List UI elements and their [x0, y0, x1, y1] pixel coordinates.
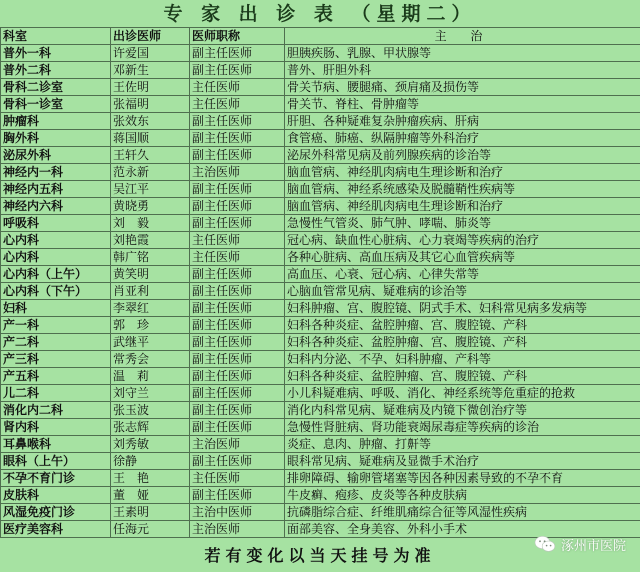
title-cell: 主任医师 [190, 96, 285, 113]
dept-cell: 产一科 [1, 317, 111, 334]
dept-cell: 泌尿外科 [1, 147, 111, 164]
dept-cell: 神经内六科 [1, 198, 111, 215]
specialty-cell: 消化内科常见病、疑难病及内镜下微创治疗等 [285, 402, 640, 419]
table-row [1, 487, 640, 504]
title-cell: 主任医师 [190, 249, 285, 266]
doctor-cell: 肖亚利 [111, 283, 190, 300]
dept-cell: 眼科（上午） [1, 453, 111, 470]
doctor-cell: 范永新 [111, 164, 190, 181]
watermark [534, 532, 626, 556]
page-title: 专 家 出 诊 表 （星期二） [163, 3, 477, 25]
table-row [1, 113, 640, 130]
table-row [1, 147, 640, 164]
title-cell: 主治医师 [190, 164, 285, 181]
doctor-cell: 常秀会 [111, 351, 190, 368]
schedule-table [0, 27, 640, 538]
table-row [1, 62, 640, 79]
title-cell: 副主任医师 [190, 266, 285, 283]
specialty-cell: 食管癌、肺癌、纵隔肿瘤等外科治疗 [285, 130, 640, 147]
title-cell: 副主任医师 [190, 402, 285, 419]
doctor-cell: 张福明 [111, 96, 190, 113]
doctor-cell: 吴江平 [111, 181, 190, 198]
dept-cell: 心内科 [1, 232, 111, 249]
doctor-cell: 王素明 [111, 504, 190, 521]
table-row [1, 249, 640, 266]
table-row [1, 181, 640, 198]
doctor-cell: 任海元 [111, 521, 190, 538]
doctor-cell: 王 艳 [111, 470, 190, 487]
title-cell: 主任医师 [190, 232, 285, 249]
specialty-cell: 急慢性肾脏病、肾功能衰竭尿毒症等疾病的诊治 [285, 419, 640, 436]
specialty-cell: 高血压、心衰、冠心病、心律失常等 [285, 266, 640, 283]
table-row [1, 45, 640, 62]
doctor-cell: 黄笑明 [111, 266, 190, 283]
dept-cell: 耳鼻喉科 [1, 436, 111, 453]
table-row [1, 300, 640, 317]
dept-cell: 妇科 [1, 300, 111, 317]
table-row [1, 470, 640, 487]
specialty-cell: 妇科各种炎症、盆腔肿瘤、宫、腹腔镜、产科 [285, 317, 640, 334]
dept-cell: 呼吸科 [1, 215, 111, 232]
dept-cell: 医疗美容科 [1, 521, 111, 538]
table-row [1, 334, 640, 351]
dept-cell: 肿瘤科 [1, 113, 111, 130]
specialty-cell: 妇科肿瘤、宫、腹腔镜、阴式手术、妇科常见病多发病等 [285, 300, 640, 317]
specialty-cell: 小儿科疑难病、呼吸、消化、神经系统等危重症的抢救 [285, 385, 640, 402]
table-row [1, 402, 640, 419]
title-cell: 副主任医师 [190, 368, 285, 385]
specialty-cell: 肝胆、各种疑难复杂肿瘤疾病、肝病 [285, 113, 640, 130]
table-row [1, 504, 640, 521]
table-header-row [1, 28, 640, 45]
specialty-cell: 心脑血管常见病、疑难病的诊治等 [285, 283, 640, 300]
table-row [1, 283, 640, 300]
title-cell: 副主任医师 [190, 45, 285, 62]
specialty-cell: 骨关节、脊柱、骨肿瘤等 [285, 96, 640, 113]
header-doctor: 出诊医师 [111, 28, 190, 45]
specialty-cell: 脑血管病、神经系统感染及脱髓鞘性疾病等 [285, 181, 640, 198]
dept-cell: 心内科（上午） [1, 266, 111, 283]
dept-cell: 普外一科 [1, 45, 111, 62]
title-cell: 主治医师 [190, 521, 285, 538]
dept-cell: 神经内一科 [1, 164, 111, 181]
specialty-cell: 普外、肝胆外科 [285, 62, 640, 79]
dept-cell: 胸外科 [1, 130, 111, 147]
title-cell: 副主任医师 [190, 419, 285, 436]
dept-cell: 骨科二诊室 [1, 79, 111, 96]
doctor-cell: 王佐明 [111, 79, 190, 96]
title-cell: 主治中医师 [190, 504, 285, 521]
specialty-cell: 眼科常见病、疑难病及显微手术治疗 [285, 453, 640, 470]
specialty-cell: 妇科内分泌、不孕、妇科肿瘤、产科等 [285, 351, 640, 368]
table-row [1, 130, 640, 147]
table-row [1, 96, 640, 113]
dept-cell: 心内科（下午） [1, 283, 111, 300]
dept-cell: 消化内二科 [1, 402, 111, 419]
specialty-cell: 胆胰疾肠、乳腺、甲状腺等 [285, 45, 640, 62]
header-dept: 科室 [1, 28, 111, 45]
doctor-cell: 张志辉 [111, 419, 190, 436]
doctor-cell: 郭 珍 [111, 317, 190, 334]
title-cell: 副主任医师 [190, 181, 285, 198]
table-row [1, 317, 640, 334]
doctor-cell: 董 娅 [111, 487, 190, 504]
doctor-cell: 刘守兰 [111, 385, 190, 402]
title-cell: 主任医师 [190, 470, 285, 487]
doctor-cell: 蒋国顺 [111, 130, 190, 147]
table-row [1, 266, 640, 283]
dept-cell: 神经内五科 [1, 181, 111, 198]
table-row [1, 215, 640, 232]
title-cell: 副主任医师 [190, 317, 285, 334]
table-row [1, 232, 640, 249]
table-row [1, 453, 640, 470]
doctor-cell: 韩广铭 [111, 249, 190, 266]
table-row [1, 79, 640, 96]
doctor-cell: 王轩久 [111, 147, 190, 164]
doctor-cell: 徐静 [111, 453, 190, 470]
doctor-cell: 黄晓勇 [111, 198, 190, 215]
specialty-cell: 泌尿外科常见病及前列腺疾病的诊治等 [285, 147, 640, 164]
table-row [1, 351, 640, 368]
dept-cell: 不孕不育门诊 [1, 470, 111, 487]
watermark-text: 涿州市医院 [560, 538, 626, 554]
doctor-cell: 许爱国 [111, 45, 190, 62]
doctor-cell: 武继平 [111, 334, 190, 351]
title-cell: 副主任医师 [190, 385, 285, 402]
doctor-cell: 张玉波 [111, 402, 190, 419]
doctor-cell: 邓新生 [111, 62, 190, 79]
dept-cell: 产二科 [1, 334, 111, 351]
title-cell: 副主任医师 [190, 147, 285, 164]
specialty-cell: 面部美容、全身美容、外科小手术 [285, 521, 640, 538]
title-cell: 副主任医师 [190, 351, 285, 368]
specialty-cell: 牛皮癣、疱疹、皮炎等各种皮肤病 [285, 487, 640, 504]
dept-cell: 产三科 [1, 351, 111, 368]
dept-cell: 皮肤科 [1, 487, 111, 504]
doctor-cell: 张效东 [111, 113, 190, 130]
specialty-cell: 排卵障碍、输卵管堵塞等因各种因素导致的不孕不育 [285, 470, 640, 487]
table-row [1, 419, 640, 436]
dept-cell: 风湿免疫门诊 [1, 504, 111, 521]
title-cell: 副主任医师 [190, 215, 285, 232]
dept-cell: 肾内科 [1, 419, 111, 436]
title-cell: 主治医师 [190, 436, 285, 453]
specialty-cell: 妇科各种炎症、盆腔肿瘤、宫、腹腔镜、产科 [285, 368, 640, 385]
footer-notice: 若有变化以当天挂号为准 [204, 546, 436, 565]
title-cell: 副主任医师 [190, 62, 285, 79]
wechat-icon [534, 535, 556, 553]
specialty-cell: 急慢性气管炎、肺气肿、哮喘、肺炎等 [285, 215, 640, 232]
header-title: 医师职称 [190, 28, 285, 45]
title-cell: 副主任医师 [190, 453, 285, 470]
header-specialty: 主 治 [285, 28, 640, 45]
dept-cell: 普外二科 [1, 62, 111, 79]
doctor-cell: 刘秀敏 [111, 436, 190, 453]
title-cell: 副主任医师 [190, 283, 285, 300]
title-cell: 副主任医师 [190, 300, 285, 317]
table-row [1, 198, 640, 215]
doctor-cell: 刘 毅 [111, 215, 190, 232]
specialty-cell: 骨关节病、腰腿痛、颈肩痛及损伤等 [285, 79, 640, 96]
specialty-cell: 脑血管病、神经肌肉病电生理诊断和治疗 [285, 164, 640, 181]
table-row [1, 164, 640, 181]
specialty-cell: 抗磷脂综合症、纤维肌痛综合征等风湿性疾病 [285, 504, 640, 521]
dept-cell: 产五科 [1, 368, 111, 385]
dept-cell: 儿二科 [1, 385, 111, 402]
specialty-cell: 炎症、息肉、肿瘤、打鼾等 [285, 436, 640, 453]
table-row [1, 368, 640, 385]
title-cell: 副主任医师 [190, 130, 285, 147]
specialty-cell: 脑血管病、神经肌肉病电生理诊断和治疗 [285, 198, 640, 215]
specialty-cell: 妇科各种炎症、盆腔肿瘤、宫、腹腔镜、产科 [285, 334, 640, 351]
specialty-cell: 冠心病、缺血性心脏病、心力衰竭等疾病的治疗 [285, 232, 640, 249]
doctor-cell: 刘艳霞 [111, 232, 190, 249]
dept-cell: 骨科一诊室 [1, 96, 111, 113]
title-cell: 副主任医师 [190, 113, 285, 130]
title-cell: 主任医师 [190, 79, 285, 96]
table-row [1, 385, 640, 402]
table-row [1, 436, 640, 453]
title-cell: 副主任医师 [190, 198, 285, 215]
title-cell: 副主任医师 [190, 334, 285, 351]
title-cell: 副主任医师 [190, 487, 285, 504]
dept-cell: 心内科 [1, 249, 111, 266]
specialty-cell: 各种心脏病、高血压病及其它心血管疾病等 [285, 249, 640, 266]
doctor-cell: 温 莉 [111, 368, 190, 385]
doctor-cell: 李翠红 [111, 300, 190, 317]
